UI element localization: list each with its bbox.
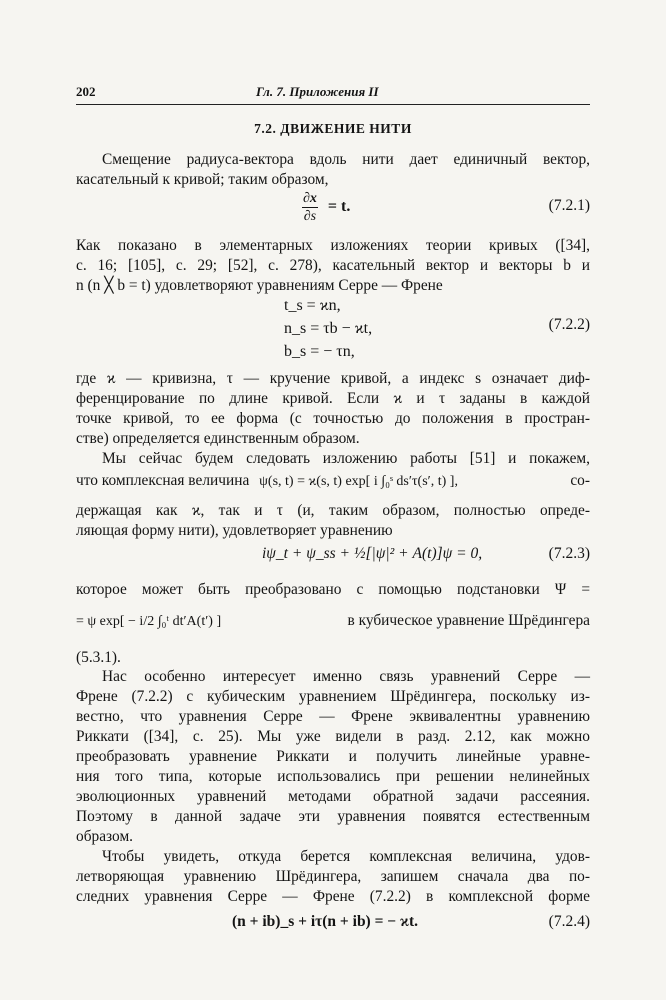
section-title: 7.2. ДВИЖЕНИЕ НИТИ — [254, 121, 412, 136]
para4-text-after: со- — [570, 472, 590, 489]
page-header — [76, 84, 590, 104]
para1-line-2: касательный к кривой; таким образом, — [76, 171, 329, 188]
equation-7-2-2 — [284, 294, 372, 363]
equation-number-7-2-4: (7.2.4) — [548, 913, 590, 930]
equation-7-2-1 — [302, 190, 350, 225]
para6-line-5: преобразовать уравнение Риккати и получить линейные уравне- — [76, 748, 590, 765]
para7-line-2: летворяющая уравнению Шрёдингера, запишем сначала два по- — [76, 868, 590, 885]
para2-line-2: с. 16; [105], с. 29; [52], с. 278), касательный вектор и векторы b и — [76, 257, 590, 274]
equation-number-7-2-1: (7.2.1) — [548, 197, 590, 214]
para1-line-1: Смещение радиуса-вектора вдоль нити дает единичный вектор, — [102, 151, 590, 168]
para5-line-2 — [76, 606, 590, 636]
para6-line-4: Риккати ([34], с. 25). Мы уже видели в разд. 2.12, как можно — [76, 728, 590, 745]
para3-line-4: стве) определяется единственным образом. — [76, 430, 360, 447]
para6-line-9: образом. — [76, 828, 134, 845]
equation-rhs: = t. — [327, 198, 351, 216]
para3-line-3: точке кривой, то ее форма (с точностью до положения в простран- — [76, 410, 590, 427]
para6-line-7: эволюционных уравнений методами обратной задачи рассеяния. — [76, 788, 590, 805]
fraction-numerator: ∂x — [303, 191, 317, 206]
phase-formula: ψ(s, t) = ϰ(s, t) exp[ i ∫₀ˢ ds′τ(s′, t) ], — [259, 474, 458, 489]
para6-line-6: ния того типа, которые использовались при решении нелинейных — [76, 768, 590, 785]
para5-line-3: (5.3.1). — [76, 649, 121, 666]
para4-line-4: ляющая форму нити), удовлетворяет уравнению — [76, 522, 393, 539]
para6-line-2: Френе (7.2.2) с кубическим уравнением Шрёдингера, поскольку из- — [76, 688, 590, 705]
para6-line-3: вестно, что уравнения Серре — Френе эквивалентны уравнению — [76, 708, 590, 725]
fraction — [302, 190, 318, 225]
serret-frenet-line-1: t_s = ϰn, — [284, 297, 341, 314]
para6-line-1: Нас особенно интересует именно связь уравнений Серре — — [102, 668, 590, 685]
para2-line-1: Как показано в элементарных изложениях теории кривых ([34], — [76, 237, 590, 254]
equation-number-7-2-2: (7.2.2) — [548, 316, 590, 333]
para2-line-3: n (n ╳ b = t) удовлетворяют уравнениям Серре — Френе — [76, 277, 443, 294]
equation-7-2-3: iψ_t + ψ_ss + ½[|ψ|² + A(t)]ψ = 0, — [262, 545, 483, 562]
para4-line-1: Мы сейчас будем следовать изложению работы [51] и покажем, — [102, 450, 590, 467]
equation-7-2-4: (n + ib)_s + iτ(n + ib) = − ϰt. — [232, 913, 419, 930]
page-number: 202 — [76, 84, 96, 99]
equation-number-7-2-3: (7.2.3) — [548, 545, 590, 562]
para5-text: в кубическое уравнение Шрёдингера — [347, 612, 590, 629]
substitution-formula: = ψ exp[ − i/2 ∫₀ᵗ dt′A(t′) ] — [76, 614, 222, 629]
serret-frenet-line-3: b_s = − τn, — [284, 343, 355, 360]
para4-text-before: что комплексная величина — [76, 472, 250, 489]
para7-line-3: следних уравнения Серре — Френе (7.2.2) в комплексной форме — [76, 888, 590, 905]
para4-line-3: держащая как ϰ, так и τ (и, таким образом, полностью опреде- — [76, 502, 590, 519]
para4-line-2 — [76, 466, 590, 496]
header-rule — [76, 104, 590, 105]
running-head: Гл. 7. Приложения II — [256, 84, 379, 99]
para5-line-1: которое может быть преобразовано с помощью подстановки Ψ = — [76, 581, 590, 598]
para7-line-1: Чтобы увидеть, откуда берется комплексная величина, удов- — [102, 848, 590, 865]
para3-line-2: ференцирование по длине кривой. Если ϰ и τ заданы в каждой — [76, 390, 590, 407]
serret-frenet-line-2: n_s = τb − ϰt, — [284, 320, 373, 337]
fraction-denominator: ∂s — [303, 209, 317, 224]
para3-line-1: где ϰ — кривизна, τ — кручение кривой, а индекс s означает диф- — [76, 370, 590, 387]
para6-line-8: Поэтому в данной задаче эти уравнения появятся естественным — [76, 808, 590, 825]
